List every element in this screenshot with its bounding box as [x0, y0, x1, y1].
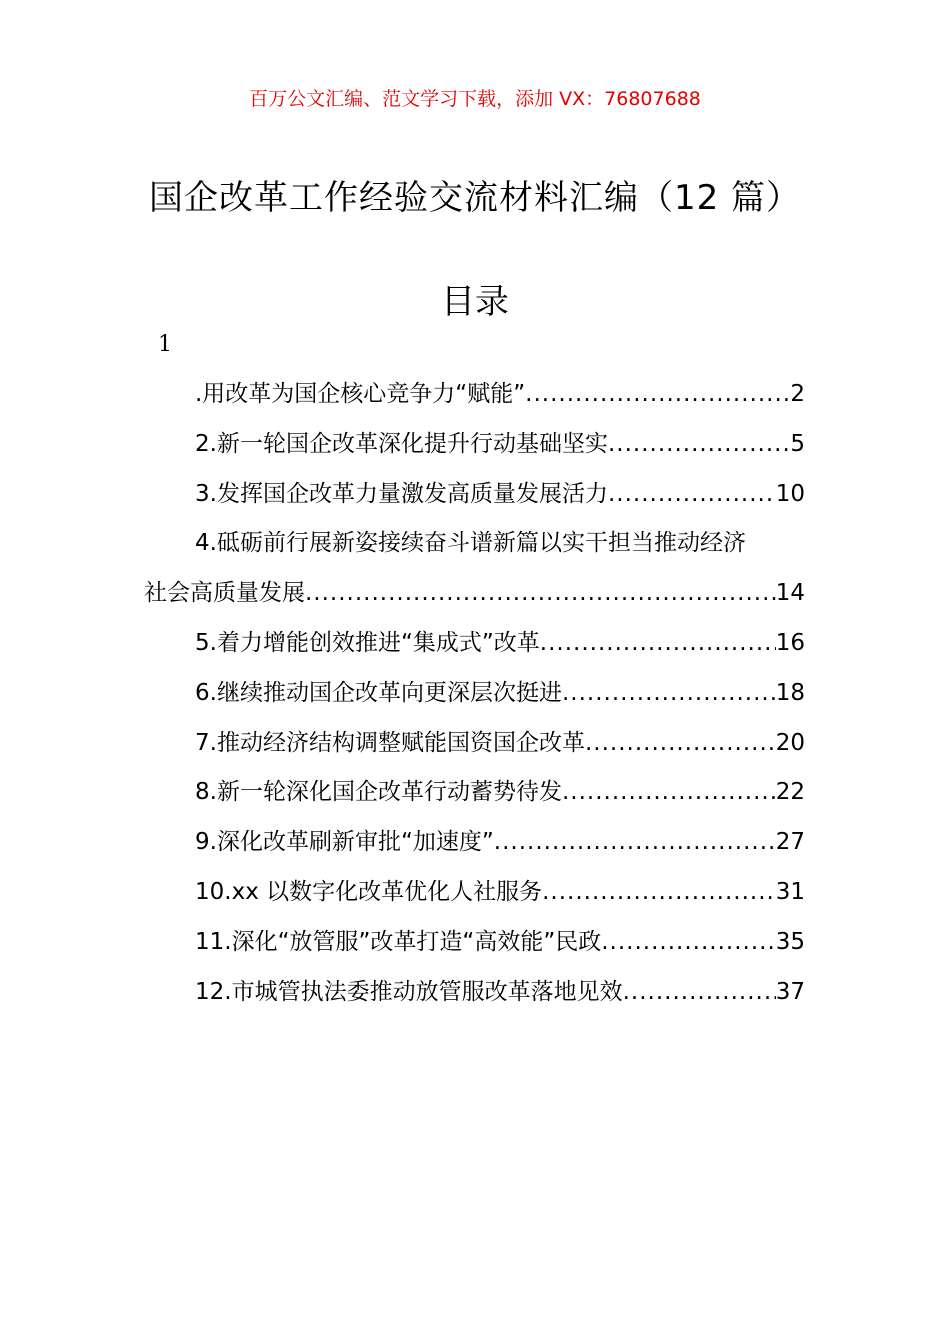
- toc-item-continuation[interactable]: [144, 569, 805, 619]
- toc-item[interactable]: [144, 370, 805, 420]
- toc-item-label: 10.xx 以数字化改革优化人社服务: [195, 878, 543, 905]
- toc-item[interactable]: [144, 868, 805, 918]
- toc-item-label: 8.新一轮深化国企改革行动蓄势待发: [195, 779, 562, 806]
- toc-item-page: 37: [775, 978, 805, 1005]
- toc-item-label: 社会高质量发展: [144, 580, 305, 607]
- toc-leader: [608, 470, 776, 520]
- toc-item-page: 10: [775, 480, 805, 507]
- toc-item[interactable]: [144, 768, 805, 818]
- toc-item[interactable]: [144, 818, 805, 868]
- toc-leader: [540, 619, 776, 669]
- toc-item-label: .用改革为国企核心竞争力“赋能”: [195, 381, 526, 407]
- toc-item-label: 2.新一轮国企改革深化提升行动基础坚实: [195, 430, 608, 457]
- toc-leader: [562, 669, 776, 719]
- toc-item-page: 18: [775, 679, 805, 706]
- toc-item-label: 9.深化改革刷新审批“加速度”: [195, 829, 494, 856]
- toc-item-label: 5.着力增能创效推进“集成式”改革: [195, 629, 540, 656]
- toc-leader: [585, 719, 776, 769]
- toc-leader: [494, 818, 776, 868]
- toc-item[interactable]: [144, 619, 805, 669]
- toc-item[interactable]: [144, 420, 805, 470]
- toc-item-page: 16: [775, 629, 805, 656]
- toc-item[interactable]: [144, 669, 805, 719]
- toc-item-label: 12.市城管执法委推动放管服改革落地见效: [195, 978, 623, 1005]
- toc-item[interactable]: [144, 470, 805, 520]
- toc-item-page: 5: [790, 430, 805, 457]
- toc-item-page: 20: [775, 729, 805, 756]
- toc-item-label: 4.砥砺前行展新姿接续奋斗谱新篇以实干担当推动经济: [195, 530, 746, 557]
- toc-item-page: 14: [775, 580, 805, 607]
- toc-item-label: 3.发挥国企改革力量激发高质量发展活力: [195, 480, 608, 507]
- toc-item[interactable]: [144, 519, 805, 569]
- stray-number: 1: [158, 332, 172, 357]
- toc-item[interactable]: [144, 968, 805, 1018]
- toc-item-label: 7.推动经济结构调整赋能国资国企改革: [195, 729, 585, 756]
- toc-leader: [623, 968, 776, 1018]
- toc-item[interactable]: [144, 918, 805, 968]
- toc-leader: [601, 918, 775, 968]
- toc-item-label: 11.深化“放管服”改革打造“高效能”民政: [195, 928, 602, 955]
- toc-heading: 目录: [441, 282, 509, 322]
- toc-item-page: 27: [775, 829, 805, 856]
- toc-leader: [562, 768, 776, 818]
- document-title: 国企改革工作经验交流材料汇编（12 篇）: [148, 178, 802, 218]
- toc-list: [144, 370, 805, 1017]
- header-note: 百万公文汇编、范文学习下载，添加 VX：76807688: [249, 88, 701, 110]
- toc-item-page: 35: [775, 928, 805, 955]
- toc-leader: [542, 868, 776, 918]
- toc-item-page: 22: [775, 779, 805, 806]
- toc-leader: [305, 569, 776, 619]
- toc-leader: [525, 370, 790, 420]
- toc-item-page: 2: [790, 381, 805, 407]
- toc-item-page: 31: [775, 878, 805, 905]
- toc-item-label: 6.继续推动国企改革向更深层次挺进: [195, 679, 562, 706]
- toc-leader: [608, 420, 790, 470]
- toc-item[interactable]: [144, 719, 805, 769]
